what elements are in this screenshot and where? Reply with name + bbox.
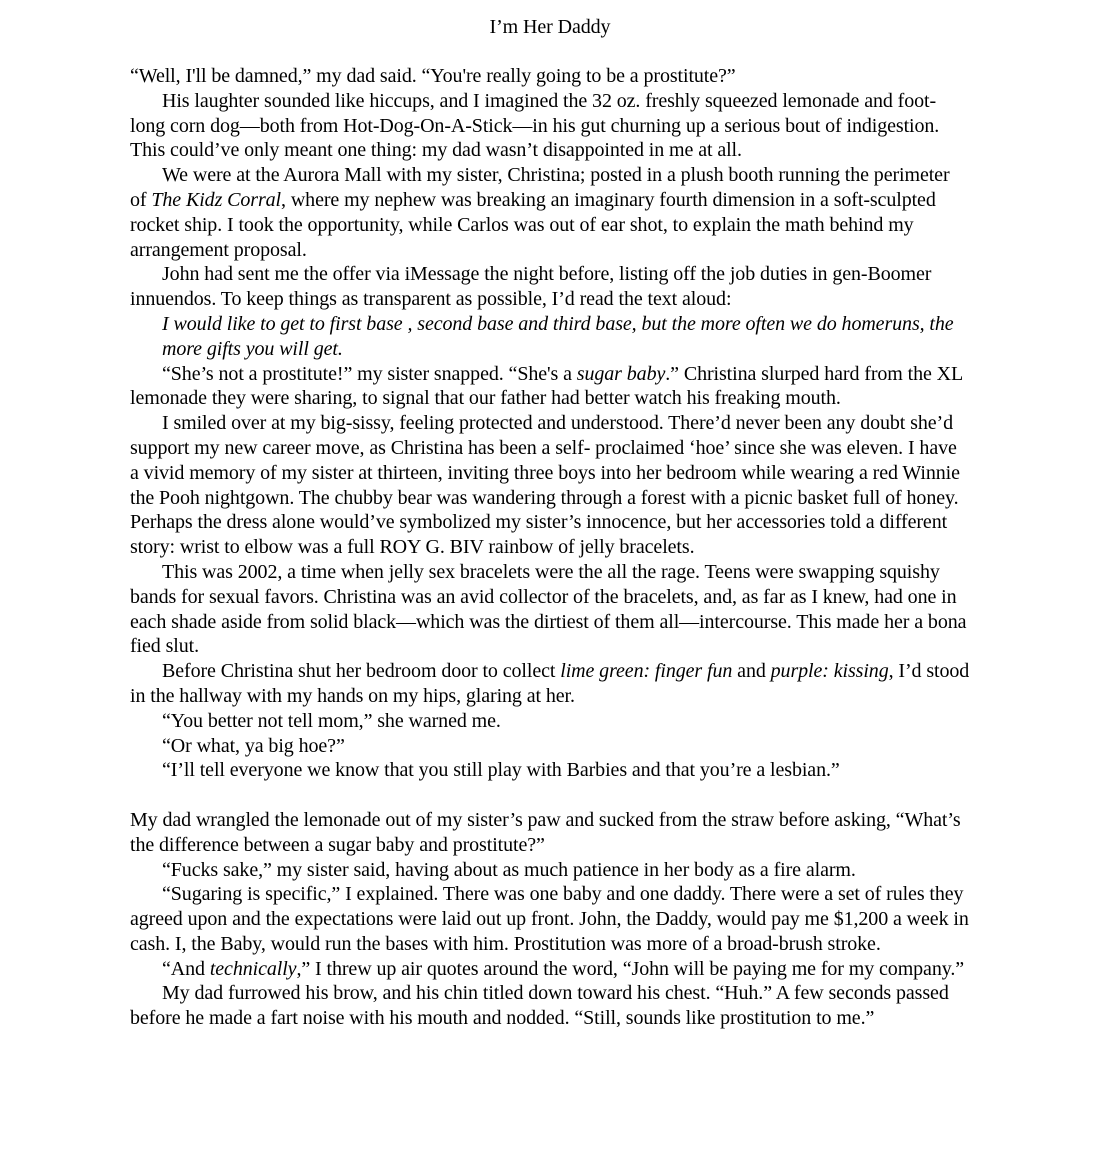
text-run: , I’d stood in the hallway with my hands on my hips, glaring at her.	[130, 660, 970, 707]
italic-text-run: technically	[209, 957, 297, 980]
paragraph-6: I smiled over at my big-sissy, feeling protected and understood. There’d never been any doubt she’d support my new career move, as Christina has been a self- proclaimed ‘hoe’ since she was eleven. I have a vivid memory of my sister at thirteen, inviting three boys into her bedroom while wearing a red Winnie the Pooh nightgown. The chubby bear was wandering through a forest with a picnic basket full of honey. Perhaps the dress alone would’ve symbolized my sister’s innocence, but her accessories told a different story: wrist to elbow was a full ROY G. BIV rainbow of jelly bracelets.	[130, 412, 960, 559]
text-run: ,” I threw up air quotes around the word, “John will be paying me for my company.”	[296, 957, 965, 980]
quoted-message: I would like to get to first base , second base and third base, but the more often we do homeruns, the more gifts you will get.	[162, 312, 954, 360]
paragraph-2: His laughter sounded like hiccups, and I imagined the 32 oz. freshly squeezed lemonade and foot-long corn dog—both from Hot-Dog-On-A-Stick—in his gut churning up a serious bout of indigestion. This could’ve only meant one thing: my dad wasn’t disappointed in me at all.	[130, 89, 940, 162]
text-run: “She’s not a prostitute!” my sister snapped. “She's a	[162, 362, 577, 385]
paragraph-5	[130, 362, 970, 412]
text-run: , where my nephew was breaking an imaginary fourth dimension in a soft-sculpted rocket ship. I took the opportunity, while Carlos was out of ear shot, to explain the math behind my arrangement proposal.	[130, 188, 936, 261]
paragraph-1: “Well, I'll be damned,” my dad said. “You're really going to be a prostitute?”	[130, 65, 736, 87]
page-title: I’m Her Daddy	[489, 16, 611, 38]
paragraph-13: “Fucks sake,” my sister said, having about as much patience in her body as a fire alarm.	[162, 858, 856, 881]
document-page	[130, 14, 970, 1031]
text-run: .” Christina slurped hard from the XL lemonade they were sharing, to signal that our father had better watch his freaking mouth.	[130, 362, 963, 410]
paragraph-10: “Or what, ya big hoe?”	[162, 734, 345, 757]
paragraph-11: “I’ll tell everyone we know that you still play with Barbies and that you’re a lesbian.”	[162, 759, 840, 782]
italic-text-run: purple: kissing	[770, 660, 889, 683]
paragraph-14: “Sugaring is specific,” I explained. There was one baby and one daddy. There were a set of rules they agreed upon and the expectations were laid out up front. John, the Daddy, would pay me $1,200 a week in cash. I, the Baby, would run the bases with him. Prostitution was more of a broad-brush stroke.	[130, 883, 969, 955]
section-break	[130, 783, 970, 808]
paragraph-15	[130, 957, 970, 982]
paragraph-16: My dad furrowed his brow, and his chin titled down toward his chest. “Huh.” A few seconds passed before he made a fart noise with his mouth and nodded. “Still, sounds like prostitution to me.”	[130, 982, 949, 1030]
text-run: We were at the Aurora Mall with my sister, Christina; posted in a plush booth running the perimeter of	[130, 164, 950, 211]
italic-text-run: The Kidz Corral	[151, 188, 282, 211]
text-run: Before Christina shut her bedroom door to collect	[162, 660, 561, 683]
paragraph-3	[130, 163, 970, 262]
italic-text-run: lime green: finger fun	[560, 660, 733, 683]
paragraph-8	[130, 659, 970, 709]
paragraph-12: My dad wrangled the lemonade out of my sister’s paw and sucked from the straw before asking, “What’s the difference between a sugar baby and prostitute?”	[130, 808, 961, 856]
paragraph-7: This was 2002, a time when jelly sex bracelets were the all the rage. Teens were swapping squishy bands for sexual favors. Christina was an avid collector of the bracelets, and, as far as I knew, had one in each shade aside from solid black—which was the dirtiest of them all—intercourse. This made her a bona fied slut.	[130, 560, 967, 658]
text-run: and	[732, 660, 771, 683]
italic-text-run: sugar baby	[576, 362, 666, 385]
paragraph-9: “You better not tell mom,” she warned me.	[162, 709, 501, 732]
text-run: “And	[162, 957, 210, 980]
paragraph-4: John had sent me the offer via iMessage the night before, listing off the job duties in gen-Boomer innuendos. To keep things as transparent as possible, I’d read the text aloud:	[130, 263, 932, 311]
